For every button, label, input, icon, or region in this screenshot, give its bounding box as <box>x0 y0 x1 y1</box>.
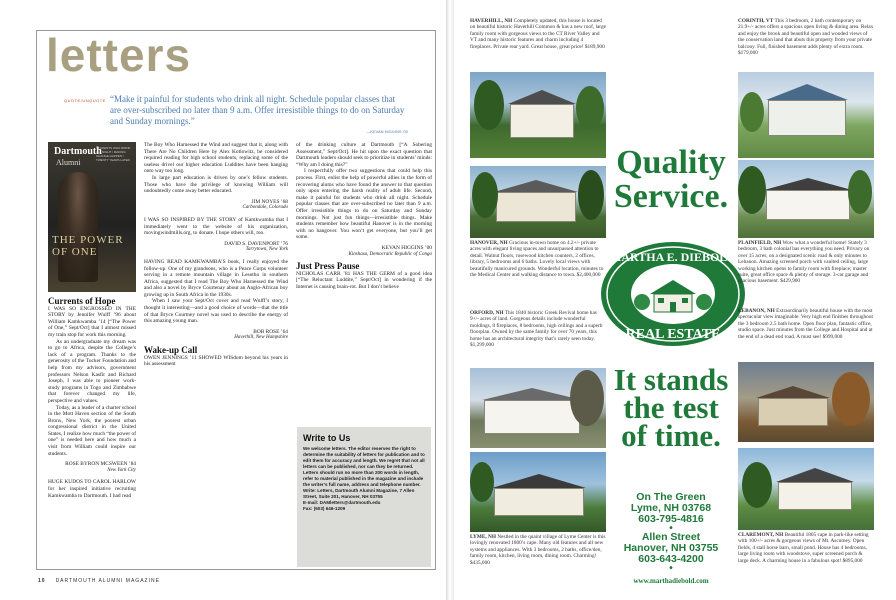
listing-lyme <box>470 534 606 566</box>
letter-paragraph: I WAS SO ENGROSSED IN THE STORY by Jennifer Wulff ’96 about William Kamkwamba ’14 [“The Power of One,” Sept/Oct] that I almost missed my train stop for work this morning. <box>48 305 136 338</box>
letter-paragraph: HUGE KUDOS TO CAROL HARLOW for her inspired initiative recruiting Kamkwamba to Dartmouth. I had read <box>48 479 136 499</box>
divider-dot: • <box>669 563 673 574</box>
listing-city: LEBANON, NH <box>738 308 775 314</box>
page-folio <box>38 578 160 584</box>
heading-currents-of-hope: Currents of Hope <box>48 296 116 306</box>
office-2-name: Allen Street <box>641 531 701 543</box>
column-1 <box>48 296 136 499</box>
column-2 <box>144 142 288 368</box>
cover-side-text: STUDENTS WHO DRINK ALL NIGHT / MAKING CHANGE HAPPEN / TWENTY YEARS LATER <box>96 146 131 162</box>
signature-location: Tarrytown, New York <box>245 247 288 253</box>
cover-portrait <box>58 172 98 282</box>
letter-paragraph: As an undergraduate my dream was to go to Africa, despite the College’s lack of a program. Thanks to the generosity of the Tucker Foundation and help from my advisors, government professors Nelson Kasfir and Richard Joseph, I was able to pioneer work-study programs in Togo and Zimbabwe that forever changed my life, perspective and values. <box>48 338 136 404</box>
signature-location: New York City <box>107 467 136 473</box>
listing-city: LYME, NH <box>470 534 496 540</box>
signature-location: Kinshasa, Democratic Republic of Congo <box>348 251 432 257</box>
column-3 <box>296 142 432 290</box>
office-2-address: Hanover, NH 03755 <box>623 542 719 554</box>
listing-text: Gracious in-town home on 4.2+/- private acres with elegant living spaces and unsurpassed attention to detail. Walnut floors, rosewood kitchen counters, 2 offices, library, 5 bedrooms and 6 baths. Lovely local views with beautifully manicured grounds. Wonderful location, minutes to the Medical Center and walking distance to town. $2,400,000 <box>470 240 604 279</box>
pull-quote <box>64 94 408 134</box>
quote-kicker: QUOTE/UNQUOTE <box>64 98 106 103</box>
cover-masthead: Dartmouth <box>54 146 102 157</box>
listing-city: HANOVER, NH <box>470 240 508 246</box>
seal-top-text: MARTHA E. DIEBOLD <box>610 250 736 264</box>
page-number: 10 <box>38 578 46 584</box>
office-1-name: On The Green <box>636 491 706 503</box>
listing-text: This 1840 historic Greek Revival home has 9+/- acres of land. Gorgeous details include wonderful moldings, 8 fireplaces, 8 bedrooms, high ceilings and a superb floorplan. Owned by the same family for over 70 years, this home has an architectural integrity that’s rarely seen today. $1,299,000 <box>470 310 603 349</box>
magazine-cover-image <box>48 142 136 292</box>
write-to-us-box <box>297 427 431 567</box>
diebold-seal-logo <box>598 240 748 348</box>
listing-plainfield <box>738 240 874 285</box>
listing-text: Beautiful 1805 cape in park-like setting with 100+/- acres & gorgeous views of Mt. Ascutney. Open fields, 4 stall horse barn, small pond. House has 4 bedrooms, large living room with woodstove, super screened porch & large deck. A charming house in a fabulous spot! $895,000 <box>738 532 869 564</box>
listing-lebanon <box>738 308 874 340</box>
listing-corinth <box>738 18 874 56</box>
signature-location: Carbondale, Colorado <box>242 205 288 211</box>
listing-hanover <box>470 240 606 278</box>
house-photo-hanover <box>470 166 606 238</box>
magazine-name: DARTMOUTH ALUMNI MAGAZINE <box>55 578 160 584</box>
ad-headline-quality: Quality Service. <box>613 144 729 215</box>
quote-text: “Make it painful for students who drink all night. Schedule popular classes that are over-subscribed no later than 9 a.m. Offer irresistible things to do on Saturday and Sunday mornings.” <box>110 94 405 126</box>
letter-paragraph: OWEN JENNINGS ’11 SHOWED WISdom beyond his years in his assessment <box>144 354 288 368</box>
write-to-us-title: Write to Us <box>303 433 351 443</box>
listing-orford <box>470 310 606 348</box>
write-fax: Fax: (603) 646-1209 <box>303 506 346 511</box>
letter-paragraph: I respectfully offer two suggestions that could help this process. First, enlist the help of powerful allies in the form of recovering alums who have found the answer to that question only upon entering the harsh reality of adult life. Second, make it painful for students who drink all night. Schedule popular classes that are over-subscribed no later than 9 a.m. Offer irresistible things to do on Saturday and Sunday mornings. Not just fun things—irresistible things. Make students remember how beautiful Hanover is in the morning with no hangover. You won’t get everyone, but you’ll get some. <box>296 168 432 241</box>
house-photo-plainfield <box>738 160 874 238</box>
house-photo-orford <box>470 368 606 448</box>
signature-name: BOB ROSE ’64 <box>253 328 288 335</box>
heading-wake-up-call: Wake-up Call <box>144 345 198 356</box>
letter-paragraph: NICHOLAS CARR ’81 HAS THE GERM of a good idea [“The Reluctant Luddite,” Sept/Oct] in wondering if the Internet is causing brain-rot. But I don’t believe <box>296 270 432 290</box>
listing-text: Extraordinarily beautiful house with the most spectacular view imaginable. Very high end finishes throughout the 3 bedroom 2.5 bath home. Open floor plan, fantastic office, studio space. Just minutes from the College and Hospital and at the end of a dead end road. A must see! $999,000 <box>738 308 873 340</box>
write-to-us-text: We welcome letters. The editor reserves the right to determine the suitability of letters for publication and to edit them for accuracy and length. We regret that not all letters can be published, nor can they be returned. Letters should run no more than 200 words in length, refer to material published in the magazine and include the writer’s full name, address and telephone number. <box>303 446 425 487</box>
house-photo-corinth <box>738 72 874 158</box>
write-email: E-mail: DAMletters@dartmouth.edu <box>303 500 381 505</box>
section-title: letters <box>46 29 192 81</box>
listing-city: CLAREMONT, NH <box>738 532 784 538</box>
cover-title: THE POWER OF ONE <box>52 234 124 258</box>
house-photo-claremont <box>738 448 874 530</box>
listing-text: Wow what a wonderful home! Stately 3 bedroom, 3 bath colonial has everything you need. Privacy on over 15 acres, on a designated scenic road & only minutes to Lebanon. Amazing screened porch with vaulted ceiling, large working kitchen opens to family room with fireplace; master suite, great office space & plenty of storage. 3-car garage and spacious basement. $429,900 <box>738 240 870 285</box>
letter-paragraph: The Boy Who Harnessed the Wind and suggest that it, along with There Are No Children Here by Alex Kotlowitz, be considered required reading for high school students, replacing some of the useless drivel our higher education Luddites have been hanging onto way too long. <box>144 142 288 175</box>
contact-block <box>608 492 734 587</box>
cover-masthead-sub: Alumni <box>56 158 81 167</box>
listing-city: ORFORD, NH <box>470 310 504 316</box>
signature-name: KEVAN HIGGINS ’00 <box>381 244 432 251</box>
letter-paragraph: In large part education is driven by one’s fellow students. Those who have the privilege of knowing William will undoubtedly come away better educated. <box>144 174 288 195</box>
signature-name: JIM NOYES ’68 <box>251 198 288 205</box>
office-1-address: Lyme, NH 03768 <box>630 502 712 514</box>
heading-just-press-pause: Just Press Pause <box>296 261 360 272</box>
seal-bottom-text: REAL ESTATE <box>625 327 721 342</box>
letter-paragraph: of the drinking culture at Dartmouth [“A Sobering Assessment,” Sept/Oct]. He hit upon the exact question that Dartmouth leaders should seek to prioritize in students’ minds: “Why am I doing this?” <box>296 142 432 168</box>
office-2-phone: 603-643-4200 <box>638 553 704 565</box>
letter-paragraph: When I saw your Sept/Oct cover and read Wulff’s story, I thought it interesting—and a good choice of words—that the title of that Bryce Courtney novel was used to describe the energy of this amazing young man. <box>144 298 288 325</box>
listing-claremont <box>738 532 874 564</box>
listing-text: Nestled in the quaint village of Lyme Center is this lovingly renovated 1800’s cape. Many old features and all new systems and appliances. With 3 bedrooms, 2 baths, office/den, family room, kitchen, living room, dining room. Charming! $435,000 <box>470 534 606 566</box>
listing-city: HAVERHILL, NH <box>470 18 513 24</box>
listing-city: PLAINFIELD, NH <box>738 240 782 246</box>
office-1-phone: 603-795-4816 <box>638 513 704 525</box>
signature-name: DAVID S. DAVENPORT ’76 <box>224 240 288 247</box>
listing-city: CORINTH, VT <box>738 18 774 24</box>
signature-name: ROSE BYRON MCSWEEN ’84 <box>65 461 136 468</box>
listing-haverhill <box>470 18 606 50</box>
divider-dot: • <box>669 523 673 534</box>
house-photo-haverhill <box>470 72 606 158</box>
quote-credit: —KEVAN HIGGINS ’00 <box>366 129 408 134</box>
letter-paragraph: Today, as a leader of a charter school in the Mott Haven section of the South Bronx, New York, the poorest urban congressional district in the United States, I realize how much “the power of one” is needed here and how much a visit from William could inspire our students. <box>48 404 137 457</box>
write-address: Write: Letters, Dartmouth Alumni Magazine, 7 Allen Street, Suite 201, Hanover, NH 03755 <box>303 488 415 499</box>
letter-paragraph: I WAS SO INSPIRED BY THE STORY of Kamkwamba that I immediately went to the website of his organization, movingwindmills.org, to donate. I hope others will, too. <box>144 216 288 237</box>
listing-text: Completely updated, this house is located on beautiful historic Haverhill Common & has a new roof, large family room with gorgeous views to the CT River Valley and VT and many historic features and charm including 4 fireplaces. Private rear yard. Great house, great price! $189,900 <box>470 18 606 50</box>
letter-paragraph: HAVING READ KAMKWAMBA’S book, I really enjoyed the follow-up. One of my grandsons, who is a Peace Corps volunteer serving in a remote mountain village in Lesotho in southern Africa, suggested that I read The Boy Who Harnessed the Wind and also a novel by Bryce Courtenay about an Anglo-African boy growing up in South Africa in the 1930s. <box>144 258 288 298</box>
listing-text: This 3 bedroom, 2 bath contemporary on 21.9+/- acres offers a spacious open living & dining area. Relax and enjoy the brook and beautiful open and wooded views of the conservation land that abuts this property from your private balcony. Full, finished basement adds plenty of extra room. $179,000 <box>738 18 874 57</box>
ad-headline-stands: It stands the test of time. <box>613 362 729 453</box>
house-photo-lebanon <box>738 362 874 442</box>
website-link[interactable]: www.marthadiebold.com <box>633 577 709 585</box>
house-photo-lyme <box>470 452 606 532</box>
spine-gutter <box>446 0 454 600</box>
signature-location: Haverhill, New Hampshire <box>234 335 288 341</box>
